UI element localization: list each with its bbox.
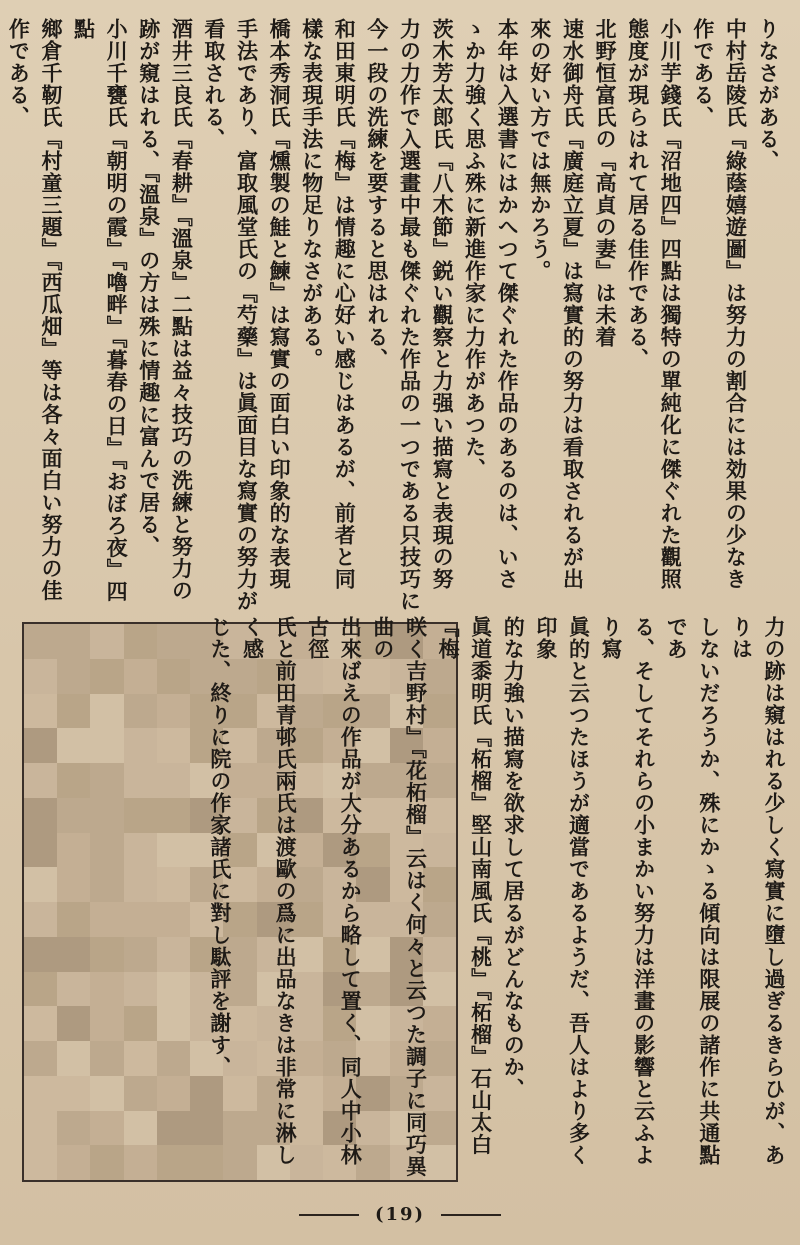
- figure-cell: [57, 1076, 90, 1111]
- text-column: 態度が現らはれて居る佳作である、: [625, 18, 651, 370]
- text-column: 看取される、: [201, 18, 227, 150]
- figure-cell: [124, 763, 157, 798]
- text-column: 橋本秀洞氏『燻製の鮭と鰊』は寫實の面白い印象的な表現: [267, 18, 293, 590]
- figure-cell: [124, 1041, 157, 1076]
- figure-cell: [157, 937, 190, 972]
- figure-cell: [57, 1006, 90, 1041]
- figure-cell: [124, 659, 157, 694]
- figure-cell: [157, 1006, 190, 1041]
- text-column: 咲く吉野村』『花柘榴』云はく何々と云つた調子に同巧異曲の: [370, 616, 429, 1178]
- folio-rule-left: [299, 1214, 359, 1216]
- figure-cell: [24, 937, 57, 972]
- text-column: 中村岳陵氏『綠蔭嬉遊圖』は努力の割合には効果の少なき: [723, 18, 749, 590]
- figure-cell: [24, 1076, 57, 1111]
- text-column: 眞道黍明氏『柘榴』堅山南風氏『桃』『柘榴』石山太白『梅: [436, 616, 494, 1156]
- figure-cell: [57, 1041, 90, 1076]
- text-column: 茨木芳太郎氏『八木節』鋭い觀察と力强い描寫と表現の努: [430, 18, 456, 590]
- text-column: 來の好い方では無かろう。: [527, 18, 553, 282]
- figure-cell: [124, 867, 157, 902]
- figure-cell: [124, 937, 157, 972]
- figure-cell: [124, 833, 157, 868]
- text-column: 出來ばえの作品が大分あるから略して置く、同人中小林古徑: [305, 616, 364, 1166]
- figure-cell: [157, 1076, 190, 1111]
- text-column: りなさがある、: [756, 18, 781, 172]
- figure-cell: [57, 763, 90, 798]
- figure-cell: [57, 867, 90, 902]
- text-column: 本年は入選書にはかへつて傑ぐれた作品のあるのは、いさ: [495, 18, 521, 590]
- figure-cell: [24, 1006, 57, 1041]
- figure-cell: [124, 1076, 157, 1111]
- figure-cell: [24, 624, 57, 659]
- text-column: 的な力強い描寫を欲求して居るがどんなものか、: [501, 616, 527, 1100]
- figure-cell: [24, 763, 57, 798]
- figure-cell: [57, 833, 90, 868]
- figure-cell: [57, 937, 90, 972]
- text-column: 北野恒富氏の『高貞の妻』は未着: [593, 18, 619, 348]
- figure-cell: [90, 624, 123, 659]
- figure-cell: [90, 798, 123, 833]
- text-column: 酒井三良氏『春耕』『溫泉』二點は益々技巧の洗練と努力の: [169, 18, 195, 602]
- text-column: 氏と前田青邨氏兩氏は渡歐の爲に出品なきは非常に淋しく感: [240, 616, 299, 1166]
- figure-cell: [124, 798, 157, 833]
- article-text-top: [6, 18, 784, 618]
- figure-cell: [90, 1041, 123, 1076]
- figure-cell: [57, 1111, 90, 1146]
- figure-cell: [157, 694, 190, 729]
- text-column: 小川芋錢氏『沼地四』四點は獨特の單純化に傑ぐれた觀照: [658, 18, 684, 590]
- text-column: 手法であり、富取風堂氏の『芍藥』は眞面目な寫實の努力が: [234, 18, 260, 612]
- figure-cell: [124, 1111, 157, 1146]
- figure-cell: [124, 902, 157, 937]
- figure-cell: [90, 972, 123, 1007]
- figure-cell: [90, 728, 123, 763]
- page-number: [0, 1204, 800, 1225]
- figure-cell: [90, 694, 123, 729]
- figure-cell: [157, 972, 190, 1007]
- figure-cell: [90, 1076, 123, 1111]
- text-column: 鄉倉千靭氏『村童三題』『西瓜畑』等は各々面白い努力の佳: [38, 18, 64, 602]
- figure-cell: [24, 1145, 57, 1180]
- text-column: る、そしてそれらの小まかい努力は洋畫の影響と云ふより寫: [599, 616, 657, 1166]
- figure-cell: [24, 798, 57, 833]
- text-column: 力の跡は窺はれる少しく寫實に墮し過ぎるきらひが、ありは: [729, 616, 787, 1166]
- figure-cell: [57, 659, 90, 694]
- text-column: 和田東明氏『梅』は情趣に心好い感じはあるが、前者と同: [332, 18, 358, 590]
- figure-cell: [157, 902, 190, 937]
- figure-cell: [24, 833, 57, 868]
- figure-cell: [157, 763, 190, 798]
- figure-cell: [157, 798, 190, 833]
- text-column: じた、終りに院の作家諸氏に對し駄評を謝す、: [207, 616, 233, 1078]
- figure-cell: [157, 867, 190, 902]
- figure-cell: [57, 972, 90, 1007]
- figure-cell: [57, 798, 90, 833]
- figure-cell: [90, 1145, 123, 1180]
- figure-cell: [157, 1041, 190, 1076]
- text-column: 速水御舟氏『廣庭立夏』は寫實的の努力は看取されるが出: [560, 18, 586, 590]
- figure-cell: [57, 694, 90, 729]
- figure-cell: [24, 728, 57, 763]
- figure-cell: [124, 728, 157, 763]
- article-text-bottom: [207, 616, 790, 1186]
- figure-cell: [90, 1006, 123, 1041]
- figure-cell: [90, 833, 123, 868]
- figure-cell: [24, 1041, 57, 1076]
- text-column: 作である、: [6, 18, 32, 128]
- figure-cell: [57, 728, 90, 763]
- text-column: 跡が窺はれる、『溫泉』の方は殊に情趣に富んで居る、: [136, 18, 162, 558]
- page-number-text: (19): [374, 1204, 426, 1225]
- figure-cell: [90, 763, 123, 798]
- figure-cell: [24, 659, 57, 694]
- text-column: しないだろうか、殊にかゝる傾向は限展の諸作に共通點であ: [664, 616, 722, 1166]
- figure-cell: [157, 833, 190, 868]
- text-column: 作である、: [690, 18, 716, 128]
- figure-cell: [24, 902, 57, 937]
- folio-rule-right: [441, 1214, 501, 1216]
- figure-cell: [124, 624, 157, 659]
- text-column: 眞的と云つたほうが適當であるようだ、吾人はより多く印象: [533, 616, 592, 1166]
- text-column: ゝか力強く思ふ殊に新進作家に力作があつた、: [462, 18, 488, 480]
- figure-cell: [124, 1006, 157, 1041]
- figure-cell: [90, 659, 123, 694]
- figure-cell: [157, 1111, 190, 1146]
- figure-cell: [157, 1145, 190, 1180]
- text-column: 力の力作で入選畫中最も傑ぐれた作品の一つである只技巧に: [397, 18, 423, 612]
- figure-cell: [90, 902, 123, 937]
- figure-cell: [124, 1145, 157, 1180]
- figure-cell: [124, 972, 157, 1007]
- figure-cell: [57, 902, 90, 937]
- text-column: [0, 18, 2, 618]
- text-column: 小川千甕氏『朝明の霞』『嚕畔』『暮春の日』『おぼろ夜』四點: [71, 18, 130, 603]
- figure-cell: [24, 867, 57, 902]
- figure-cell: [124, 694, 157, 729]
- figure-cell: [157, 624, 190, 659]
- figure-cell: [157, 728, 190, 763]
- text-column: 樣な表現手法に物足りなさがある。: [299, 18, 325, 370]
- figure-cell: [24, 972, 57, 1007]
- figure-cell: [24, 694, 57, 729]
- figure-cell: [90, 1111, 123, 1146]
- figure-cell: [157, 659, 190, 694]
- figure-cell: [57, 1145, 90, 1180]
- figure-cell: [90, 937, 123, 972]
- figure-cell: [24, 1111, 57, 1146]
- figure-cell: [57, 624, 90, 659]
- text-column: 今一段の洗練を要すると思はれる、: [364, 18, 390, 370]
- figure-cell: [90, 867, 123, 902]
